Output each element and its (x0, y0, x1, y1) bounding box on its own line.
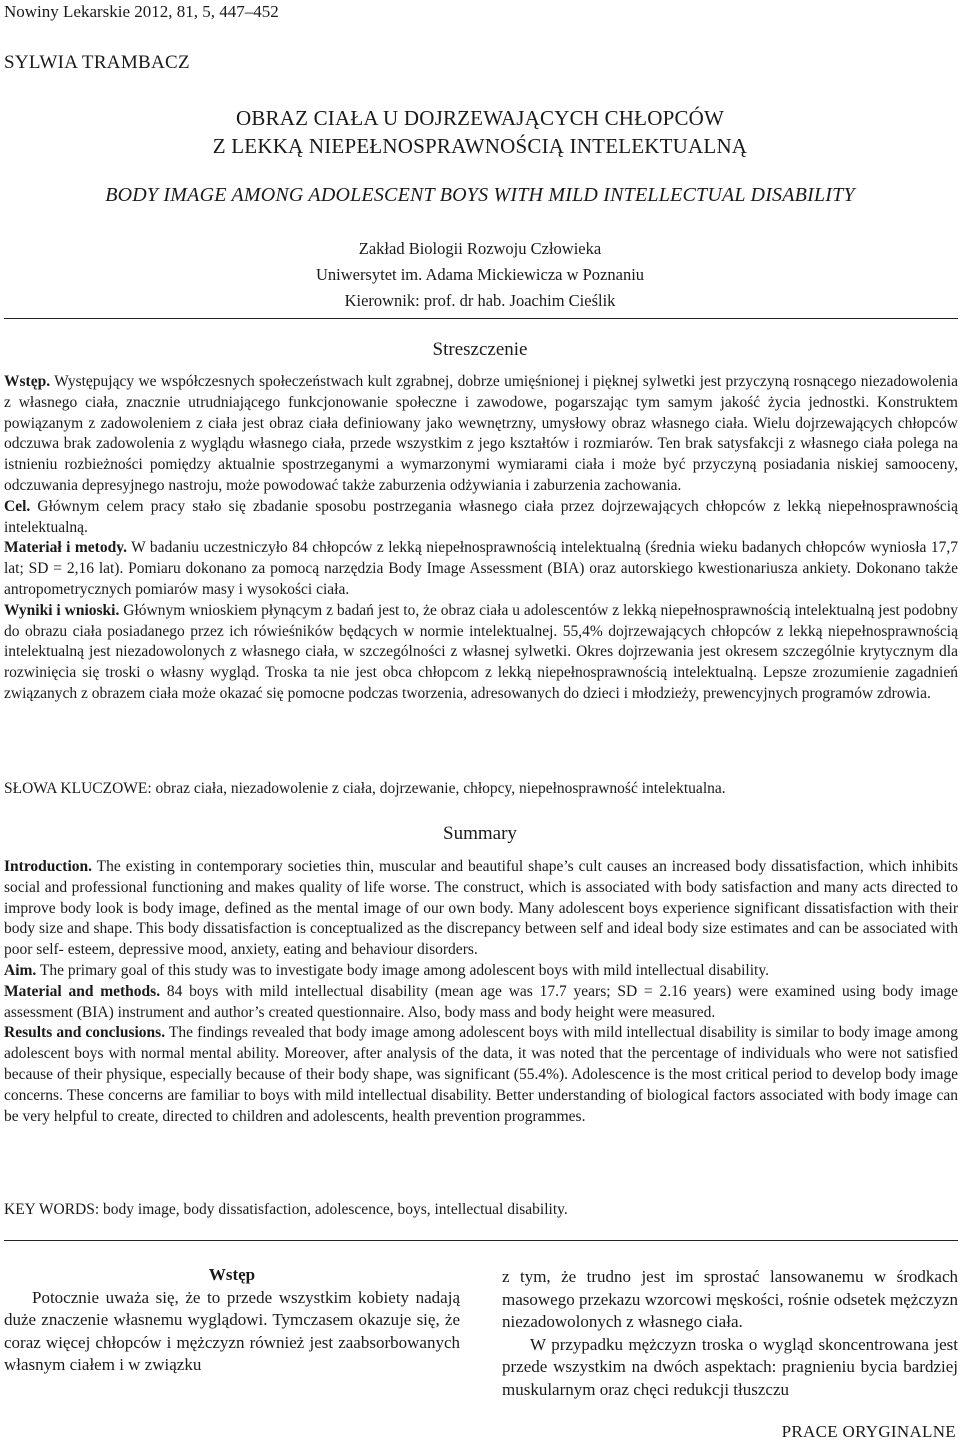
abstract-paragraph (4, 982, 958, 1024)
paragraph-label: Wyniki i wnioski. (4, 601, 120, 619)
affiliation-line: Zakład Biologii Rozwoju Człowieka (358, 239, 602, 258)
body-column-left (4, 1264, 460, 1377)
paragraph-label: Aim. (4, 961, 37, 979)
abstract-paragraph (4, 372, 958, 497)
section-heading-wstep: Wstęp (208, 1265, 256, 1284)
paragraph-label: Results and conclusions. (4, 1024, 166, 1042)
paragraph-text: 84 boys with mild intellectual disability (mean age was 17.7 years; SD = 2.16 years) were examined using body image assessment (BIA) instrument and author’s created questionnaire. Also, body mass and body height were measured. (4, 982, 959, 1021)
abstract-english (4, 857, 958, 1127)
abstract-paragraph (4, 1023, 958, 1127)
paragraph-label: Material and methods. (4, 982, 161, 1000)
paragraph-text: The primary goal of this study was to investigate body image among adolescent boys with mild intellectual disability. (36, 961, 769, 979)
abstract-polish (4, 372, 958, 705)
paragraph-text: Występujący we współczesnych społeczeństwach kult zgrabnej, dobrze umięśnionej i pięknej sylwetki jest przyczyną rosnącego niezadowolenia z własnego ciała, znacznie utrudniającego funkcjonowanie społeczne i zawodowe, pogarszając tym samym jakość życia jednostki. Konstruktem powiązanym z zadowoleniem z ciała jest obraz ciała definiowany jako wewnętrzny, umysłowy obraz własnego ciała. Wielu dojrzewających chłopców odczuwa brak zadowolenia z wyglądu własnego ciała, przede wszystkim z jego kształtów i rozmiarów. Ten brak satysfakcji z własnego ciała polega na istnieniu rozbieżności pomiędzy aktualnie spostrzeganymi a wymarzonymi wymiarami ciała i może być przyczyną posiadania niskiej samooceny, odczuwania depresyjnego nastroju, może powodować także zaburzenia odżywiania i zaburzenia zachowania. (4, 373, 958, 494)
article-title (0, 104, 960, 160)
paragraph-label: Cel. (4, 497, 31, 515)
abstract-paragraph (4, 961, 958, 982)
affiliation-line: Kierownik: prof. dr hab. Joachim Cieślik (344, 291, 616, 310)
keywords-polish: SŁOWA KLUCZOWE: obraz ciała, niezadowolenie z ciała, dojrzewanie, chłopcy, niepełnosprawność intelektualna. (4, 780, 726, 797)
title-line-1: OBRAZ CIAŁA U DOJRZEWAJĄCYCH CHŁOPCÓW (235, 106, 725, 130)
paragraph-text: Głównym wnioskiem płynącym z badań jest to, że obraz ciała u adolescentów z lekką niepełnosprawnością intelektualną jest podobny do obrazu ciała posiadanego przez ich rówieśników będących w normie intelektualnej. 55,4% dojrzewających chłopców z lekką niepełnosprawnością intelektualną jest niezadowolonych z własnego ciała, w szczególności z własnej sylwetki. Okres dojrzewania jest okresem szczególnie krytycznym dla rozwinięcia się troski o własny wygląd. Troska ta nie jest obca chłopcom z lekką niepełnosprawnością intelektualną. Lepsze zrozumienie zagadnień związanych z obrazem ciała może okazać się pomocne podczas tworzenia, adresowanych do dzieci i młodzieży, prewencyjnych programów zdrowia. (4, 601, 958, 702)
journal-citation: Nowiny Lekarskie 2012, 81, 5, 447–452 (4, 2, 279, 21)
abstract-paragraph (4, 538, 958, 600)
paragraph-text: W badaniu uczestniczyło 84 chłopców z lekką niepełnosprawnością intelektualną (średnia wieku badanych chłopców wyniosła 17,7 lat; SD = 2,16 lat). Pomiaru dokonano za pomocą narzędzia Body Image Assessment (BIA) oraz autorskiego kwestionariusza ankiety. Dokonano także antropometrycznych pomiarów masy i wysokości ciała. (4, 539, 958, 598)
summary-heading: Summary (443, 823, 517, 844)
abstract-paragraph (4, 497, 958, 539)
streszczenie-heading: Streszczenie (432, 339, 528, 360)
body-paragraph: Potocznie uważa się, że to przede wszystkim kobiety nadają duże znaczenie własnemu wyglądowi. Tymczasem okazuje się, że coraz więcej chłopców i mężczyzn również jest zaabsorbowanych własnym ciałem i w związku (4, 1287, 460, 1375)
paragraph-text: The findings revealed that body image among adolescent boys with mild intellectual disability is similar to body image among adolescent boys with normal mental ability. Moreover, after analysis of the data, it was noted that the percentage of individuals who were not satisfied because of their physique, especially because of their body shape, was significant (55.4%). Adolescence is the most critical period to develop body image concerns. These concerns are familiar to boys with mild intellectual disability. Better understanding of biological factors associated with body image can be very helpful to create, directed to children and adolescents, health prevention programmes. (4, 1024, 958, 1125)
paragraph-label: Wstęp. (4, 373, 51, 390)
affiliation-line: Uniwersytet im. Adama Mickiewicza w Poznaniu (315, 265, 645, 284)
footer-section-label: PRACE ORYGINALNE (781, 1422, 956, 1441)
body-column-right (502, 1266, 958, 1402)
keywords-english: KEY WORDS: body image, body dissatisfaction, adolescence, boys, intellectual disability. (4, 1201, 568, 1218)
divider-top (4, 318, 958, 319)
body-paragraph: W przypadku mężczyzn troska o wygląd skoncentrowana jest przede wszystkim na dwóch aspektach: pragnieniu bycia bardziej muskularnym oraz chęci redukcji tłuszczu (502, 1334, 958, 1399)
title-line-2: Z LEKKĄ NIEPEŁNOSPRAWNOŚCIĄ INTELEKTUALNĄ (212, 134, 748, 158)
paragraph-text: Głównym celem pracy stało się zbadanie sposobu postrzegania własnego ciała przez dojrzewających chłopców z lekką niepełnosprawnością intelektualną. (4, 497, 958, 536)
paragraph-label: Introduction. (4, 858, 92, 875)
paragraph-label: Materiał i metody. (4, 539, 127, 557)
paragraph-text: The existing in contemporary societies thin, muscular and beautiful shape’s cult causes an increased body dissatisfaction, which inhibits social and professional functioning and makes quality of life worse. The construct, which is associated with body satisfaction and many acts directed to improve body look is body image, defined as the mental image of our own body. Many adolescent boys experience significant dissatisfaction with their body size and shape. This body dissatisfaction is conceptualized as the discrepancy between self and ideal body size estimates and can be associated with poor self- esteem, depressive mood, anxiety, eating and behaviour disorders. (4, 858, 958, 959)
body-paragraph: z tym, że trudno jest im sprostać lansowanemu w środkach masowego przekazu wzorcowi męskości, rośnie odsetek mężczyzn niezadowolonych z własnego ciała. (502, 1267, 958, 1332)
affiliation (0, 236, 960, 314)
article-title-english: BODY IMAGE AMONG ADOLESCENT BOYS WITH MILD INTELLECTUAL DISABILITY (105, 184, 855, 206)
abstract-paragraph (4, 601, 958, 705)
divider-bottom (4, 1240, 958, 1241)
author-name: SYLWIA TRAMBACZ (4, 52, 190, 73)
abstract-paragraph (4, 857, 958, 961)
